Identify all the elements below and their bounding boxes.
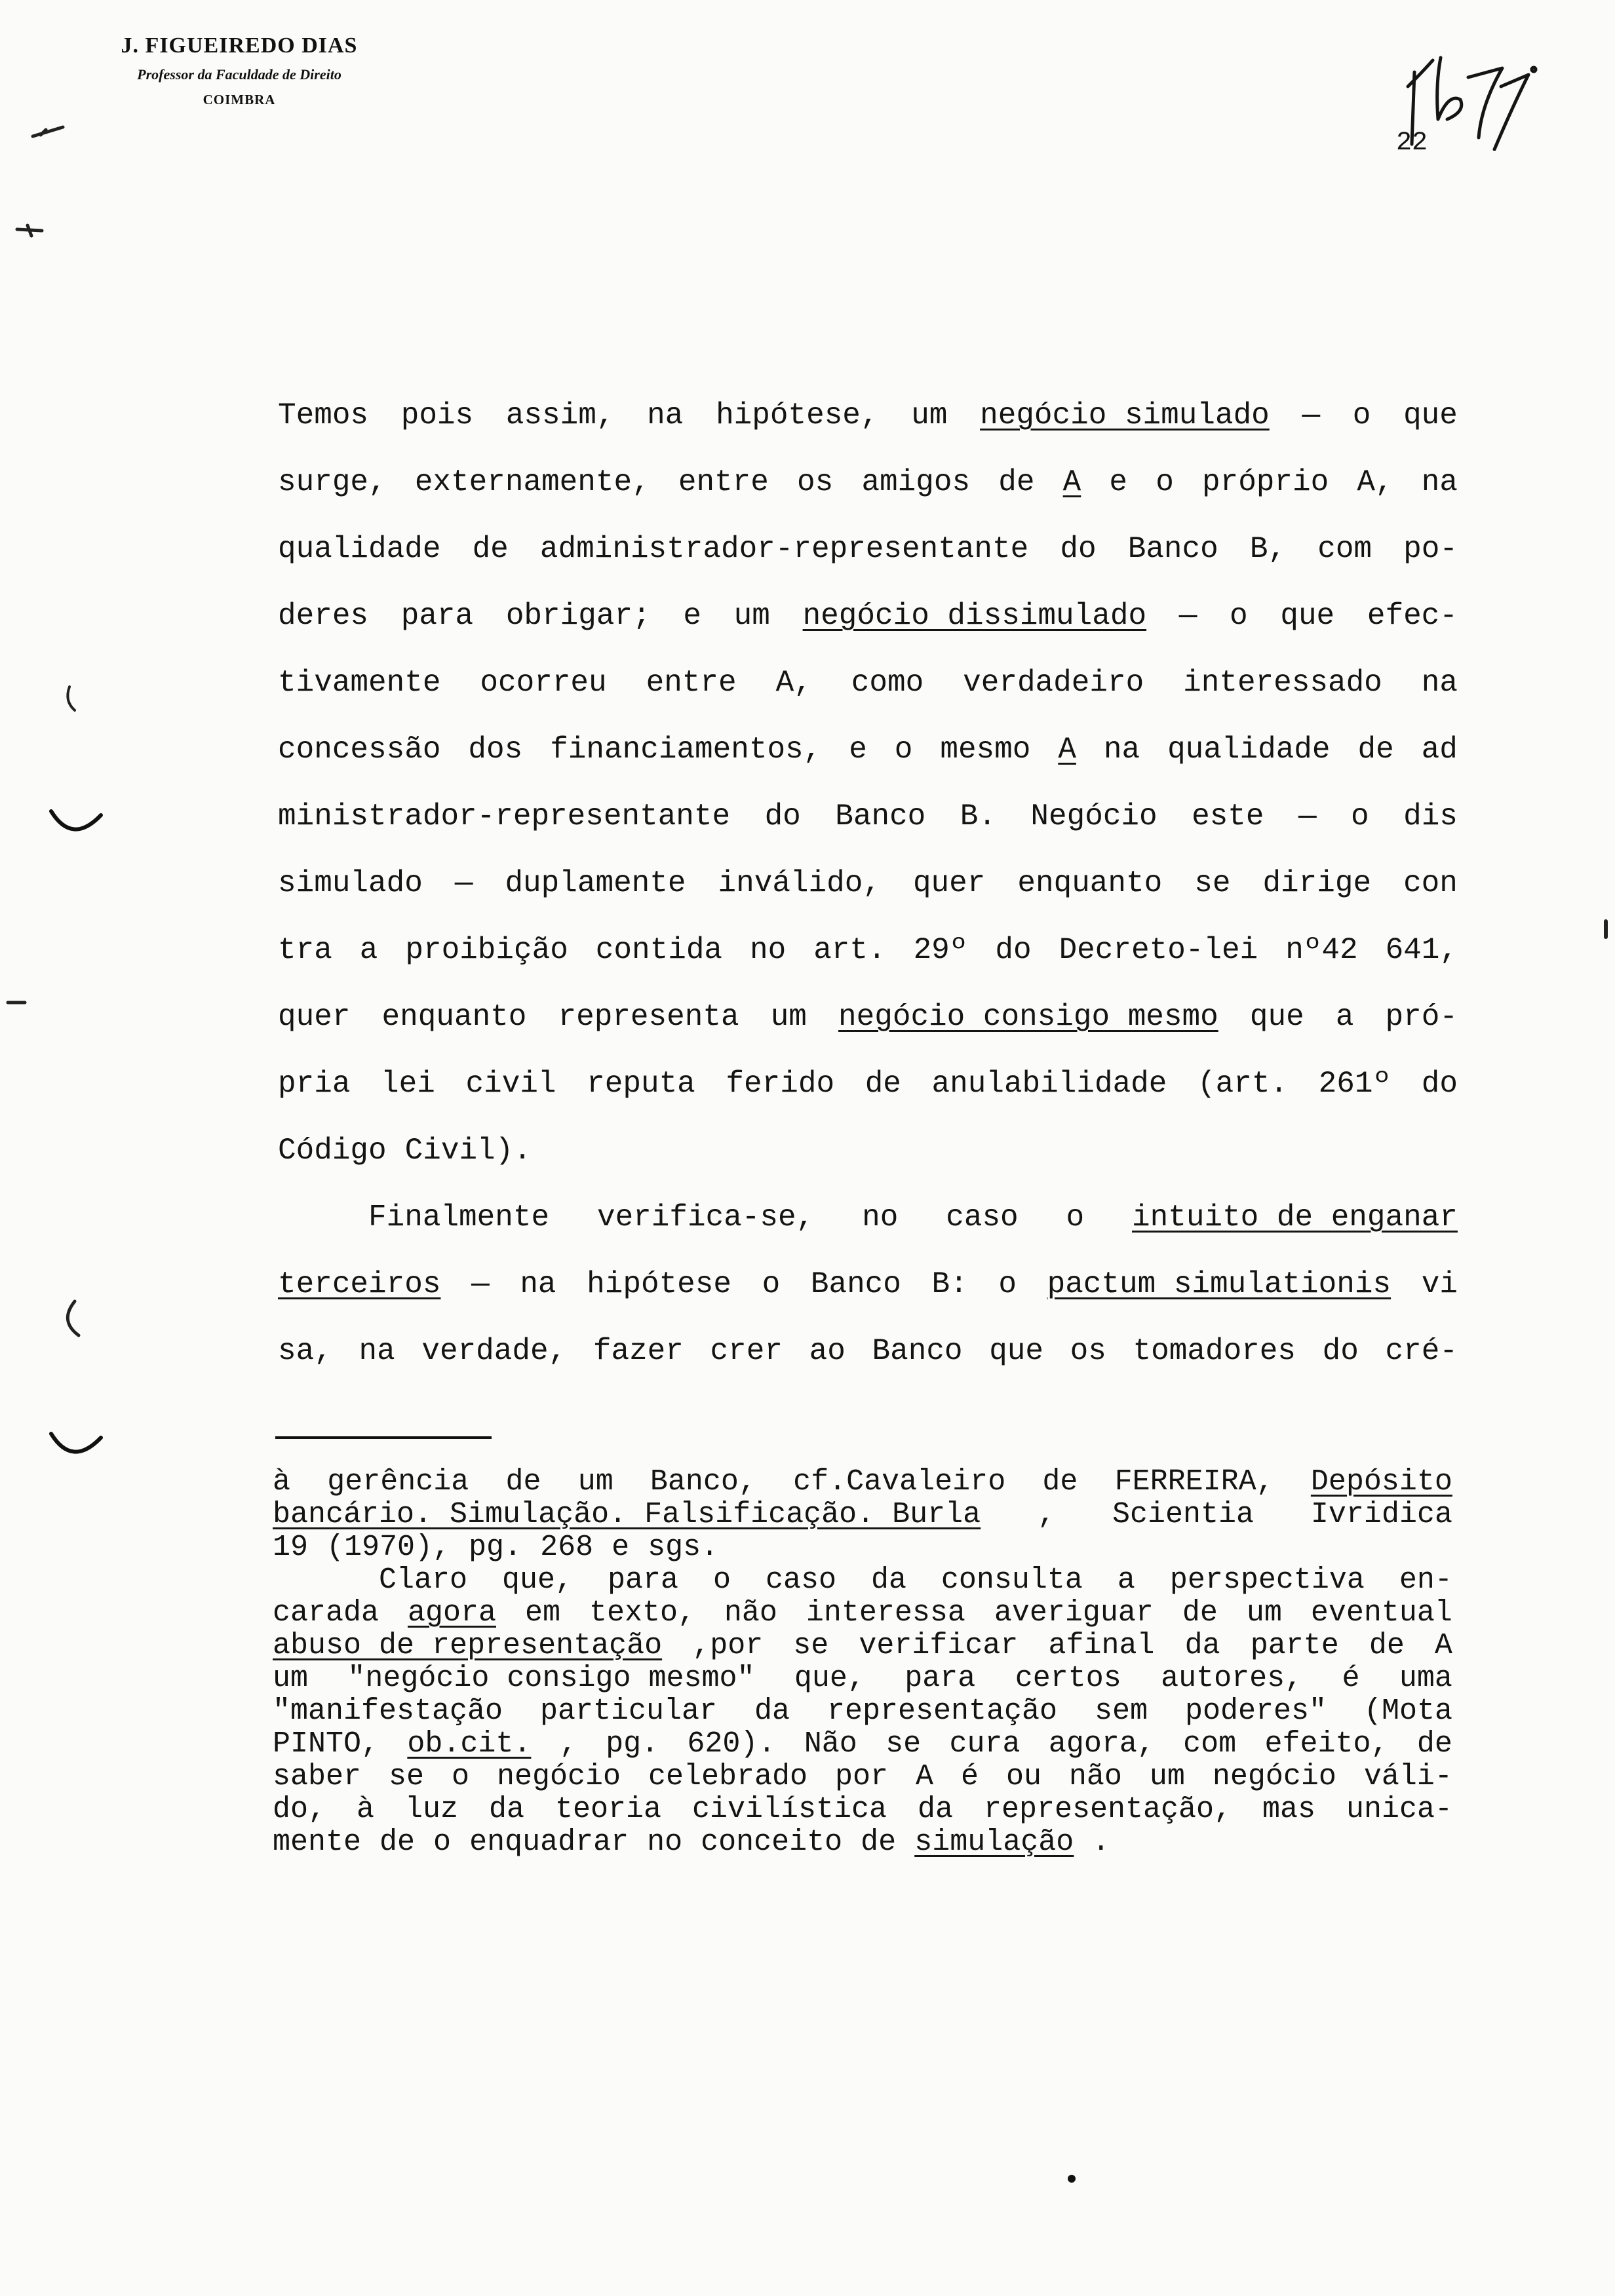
word: assim, [505,398,615,432]
hole-punch-mark [55,1297,94,1350]
footnote-rule [275,1436,492,1439]
word: negócio [496,1760,621,1793]
word: 19 [273,1531,309,1564]
word: Banco [835,799,926,833]
word: en- [1399,1563,1452,1597]
word: representação, [983,1793,1232,1826]
word: entre [646,666,737,700]
footnote-line [273,1499,1452,1531]
word: contida [595,933,723,967]
word: que, [794,1662,865,1695]
underlined-word: pactum simulationis [1047,1267,1391,1301]
word: um [911,398,948,432]
word: 641, [1385,933,1458,967]
hole-punch-mark [59,681,98,721]
word: Civil). [404,1134,532,1168]
word: 261º [1318,1067,1391,1101]
word: um [1246,1596,1282,1630]
word: A [1434,1629,1452,1662]
hole-punch-mark [46,806,105,845]
word: financiamentos, [550,733,822,767]
letterhead [0,29,478,113]
word: simulado [278,866,423,900]
word: e [683,599,701,633]
word: certos [1015,1662,1121,1695]
word: com [1317,532,1372,566]
word: de [865,1067,901,1101]
underlined-word: intuito de enganar [1132,1200,1458,1234]
footnote-line [273,1663,1452,1694]
word: Negócio [1030,799,1158,833]
word: surge, [278,465,387,499]
word: inválido, [718,866,881,900]
word: — [454,866,473,900]
word: cré- [1385,1334,1458,1368]
word: Ivridica [1310,1498,1452,1531]
word: pois [400,398,474,432]
word: o [1351,799,1369,833]
text-line [278,797,1458,836]
word: ferido [726,1067,835,1101]
word: caso [765,1563,836,1597]
word: . [1092,1826,1110,1859]
footnote-line [273,1827,1452,1858]
underlined-word: bancário. Simulação. Falsificação. Burla [273,1498,981,1531]
word: "manifestação [273,1694,503,1728]
word: gerência [327,1465,469,1499]
word: de [472,532,509,566]
word: vi [1421,1267,1458,1301]
word: no [750,933,787,967]
footnote-line [273,1532,1452,1563]
word: representação [827,1694,1058,1728]
word: PINTO, [273,1727,379,1761]
word: Decreto-lei [1059,933,1258,967]
word: teoria [555,1793,661,1826]
word: interessado [1183,666,1382,700]
text-line [278,864,1458,903]
underlined-word: negócio consigo mesmo [838,1000,1218,1034]
text-line [278,1198,1458,1237]
word: que [1280,599,1335,633]
word: — [1302,398,1321,432]
scan-mark [26,118,72,144]
scan-mark [1599,917,1612,944]
word: o [433,1826,452,1859]
word: , [559,1727,577,1761]
footnote-line [273,1794,1452,1826]
word: ocorreu [480,666,607,700]
word: que [989,1334,1044,1368]
word: e [1109,465,1128,499]
word: um [1149,1760,1185,1793]
word: que [1403,398,1458,432]
word: um [733,599,770,633]
word: tivamente [278,666,441,700]
word: — [1298,799,1317,833]
word: externamente, [414,465,650,499]
word: poderes" [1184,1694,1327,1728]
word: como [851,666,924,700]
word: Temos [278,398,369,432]
word: 620). [687,1727,776,1761]
word: negócio [1212,1760,1336,1793]
word: Banco [1127,532,1218,566]
text-line [278,1064,1458,1103]
word: enquanto [1017,866,1163,900]
word: da [1184,1629,1220,1662]
word: cura [949,1727,1021,1761]
word: (1970), [326,1531,451,1564]
word: FERREIRA, [1114,1465,1274,1499]
word: de [1357,733,1394,767]
word: e [612,1531,630,1564]
word: o [451,1760,469,1793]
word: o [998,1267,1017,1301]
word: do, [273,1793,326,1826]
word: verificar [859,1629,1019,1662]
word: quer [278,1000,351,1034]
word: de [379,1826,416,1859]
scan-mark [9,216,55,242]
word: ,por [692,1629,764,1662]
word: — [1178,599,1197,633]
word: hipótese [587,1267,731,1301]
letterhead-city: COIMBRA [203,92,276,107]
word: é [960,1760,979,1793]
word: B: [931,1267,968,1301]
word: verdade, [421,1334,567,1368]
word: para [608,1563,679,1597]
word: o [1066,1200,1085,1234]
word: concessão [278,733,441,767]
word: enquanto [381,1000,527,1034]
underlined-word: ob.cit. [407,1727,532,1761]
word: o [894,733,913,767]
word: por [834,1760,888,1793]
word: do [995,933,1032,967]
word: pria [278,1067,351,1101]
word: obrigar; [505,599,651,633]
word: amigos [861,465,971,499]
word: ministrador-representante [278,799,731,833]
footnote-line [273,1696,1452,1727]
word: pg. [606,1727,659,1761]
word: próprio [1201,465,1329,499]
word: ou [1005,1760,1041,1793]
word: deres [278,599,369,633]
underlined-word: Depósito [1310,1465,1452,1499]
underlined-word: simulação [914,1826,1074,1859]
underlined-word: agora [407,1596,497,1630]
word: saber [273,1760,362,1793]
word: de [1182,1596,1218,1630]
word: carada [273,1596,379,1630]
word: da [917,1793,953,1826]
word: (art. [1197,1067,1289,1101]
word: A, [775,666,812,700]
word: texto, [589,1596,695,1630]
word: — [471,1267,490,1301]
word: se [793,1629,829,1662]
word: tra [278,933,332,967]
word: um [273,1662,309,1695]
word: um [770,1000,807,1034]
word: se [885,1727,922,1761]
footnote-line [273,1729,1452,1760]
letterhead-title: Professor da Faculdade de Direito [137,66,341,83]
word: mas [1262,1793,1315,1826]
word: A [915,1760,933,1793]
word: 29º [913,933,968,967]
word: à [356,1793,374,1826]
word: do [1421,1067,1458,1101]
word: civil [465,1067,556,1101]
word: autores, [1161,1662,1303,1695]
word: com [1183,1727,1237,1761]
word: mesmo [940,733,1031,767]
footnote-line [273,1565,1452,1596]
word: reputa [587,1067,695,1101]
word: não [1068,1760,1122,1793]
word: o [1230,599,1248,633]
text-line [278,997,1458,1037]
word: pg. [469,1531,522,1564]
footnote-line [273,1598,1452,1629]
word: afinal [1048,1629,1155,1662]
word: "negócio consigo mesmo" [347,1662,755,1695]
footnote-line [273,1761,1452,1793]
word: parte [1250,1629,1339,1662]
word: entre [678,465,769,499]
word: art. [813,933,886,967]
hole-punch-mark [46,1428,105,1468]
word: no [862,1200,899,1234]
word: consulta [941,1563,1083,1597]
word: de [1369,1629,1405,1662]
word: que, [502,1563,574,1597]
word: sem [1095,1694,1148,1728]
word: da [754,1694,790,1728]
word: hipótese, [716,398,879,432]
word: na [359,1334,395,1368]
word: , [1038,1498,1056,1531]
word: qualidade [278,532,441,566]
word: de [998,465,1035,499]
word: quer [912,866,986,900]
word: cf.Cavaleiro [793,1465,1006,1499]
word: do [764,799,801,833]
word: Banco [872,1334,963,1368]
word: caso [946,1200,1019,1234]
word: nº42 [1285,933,1358,967]
word: (Mota [1363,1694,1452,1728]
word: lei [381,1067,435,1101]
word: para [905,1662,976,1695]
word: 268 [540,1531,594,1564]
word: à [273,1465,291,1499]
word: particular [540,1694,718,1728]
word: sgs. [648,1531,719,1564]
word: con [1403,866,1458,900]
word: os [1070,1334,1106,1368]
word: o [712,1563,731,1597]
word: verifica-se, [596,1200,815,1234]
word: de [861,1826,897,1859]
word: de [505,1465,541,1499]
word: e [849,733,867,767]
word: A, [1357,465,1393,499]
text-line [278,463,1458,502]
word: se [1194,866,1231,900]
word: na [1103,733,1140,767]
word: representa [558,1000,739,1034]
word: váli- [1363,1760,1452,1793]
letterhead-name: J. FIGUEIREDO DIAS [121,33,358,58]
word: po- [1403,532,1458,566]
text-line [278,596,1458,636]
scan-dot [1062,2169,1081,2189]
word: o [1156,465,1174,499]
word: Não [804,1727,857,1761]
word: dis [1403,799,1458,833]
word: Finalmente [278,1200,550,1234]
word: administrador-representante [539,532,1029,566]
word: não [724,1596,777,1630]
word: na [1421,465,1458,499]
word: tomadores [1133,1334,1296,1368]
word: para [400,599,474,633]
word: dos [468,733,523,767]
word: qualidade [1167,733,1331,767]
word: perspectiva [1169,1563,1365,1597]
word: uma [1399,1662,1452,1695]
word: a [1117,1563,1135,1597]
word: enquadrar [469,1826,629,1859]
word: eventual [1310,1596,1452,1630]
word: Banco, [650,1465,756,1499]
text-line [278,730,1458,769]
word: proibição [405,933,568,967]
underlined-word: terceiros [278,1267,441,1301]
word: B. [960,799,996,833]
word: que [1249,1000,1304,1034]
word: luz [404,1793,458,1826]
word: um [577,1465,613,1499]
word: da [488,1793,524,1826]
word: B, [1249,532,1287,566]
footnote-line [273,1466,1452,1498]
word: a [1335,1000,1354,1034]
word: civilística [691,1793,887,1826]
word: anulabilidade [931,1067,1167,1101]
underlined-word: A [1058,733,1076,767]
word: dirige [1262,866,1372,900]
word: conceito [701,1826,843,1859]
underlined-word: A [1062,465,1081,499]
word: fazer [593,1334,684,1368]
page-number: 22 [1396,128,1428,158]
word: Código [278,1134,387,1168]
word: na [1421,666,1458,700]
word: na [647,398,684,432]
text-line [278,930,1458,970]
word: efeito, [1264,1727,1389,1761]
word: efec- [1367,599,1458,633]
word: de [1416,1727,1452,1761]
word: crer [710,1334,783,1368]
word: o [762,1267,781,1301]
word: do [1322,1334,1359,1368]
word: sa, [278,1334,332,1368]
word: em [524,1596,560,1630]
underlined-word: negócio dissimulado [802,599,1147,633]
word: na [520,1267,556,1301]
text-line [278,529,1458,569]
word: pró- [1385,1000,1458,1034]
word: verdadeiro [963,666,1144,700]
word: agora, [1048,1727,1155,1761]
word: celebrado [648,1760,808,1793]
word: de [1042,1465,1078,1499]
word: mente [273,1826,362,1859]
underlined-word: negócio simulado [980,398,1270,432]
footnote-line [273,1630,1452,1662]
text-line [278,1131,1458,1170]
word: o [1352,398,1371,432]
text-line [278,396,1458,435]
word: do [1060,532,1097,566]
word: Banco [810,1267,901,1301]
word: unica- [1346,1793,1452,1826]
word: Scientia [1112,1498,1255,1531]
word: averiguar [994,1596,1154,1630]
word: interessa [806,1596,965,1630]
word: se [389,1760,425,1793]
word: este [1192,799,1264,833]
text-line [278,1331,1458,1371]
word: duplamente [505,866,686,900]
word: os [797,465,834,499]
underlined-word: abuso de representação [273,1629,663,1662]
text-line [278,663,1458,702]
word: da [870,1563,906,1597]
word: é [1342,1662,1360,1695]
word: a [359,933,378,967]
text-line [278,1265,1458,1304]
word: no [647,1826,683,1859]
word: ao [809,1334,846,1368]
scan-mark [5,996,31,1009]
word: ad [1421,733,1458,767]
word: Claro [273,1563,468,1597]
